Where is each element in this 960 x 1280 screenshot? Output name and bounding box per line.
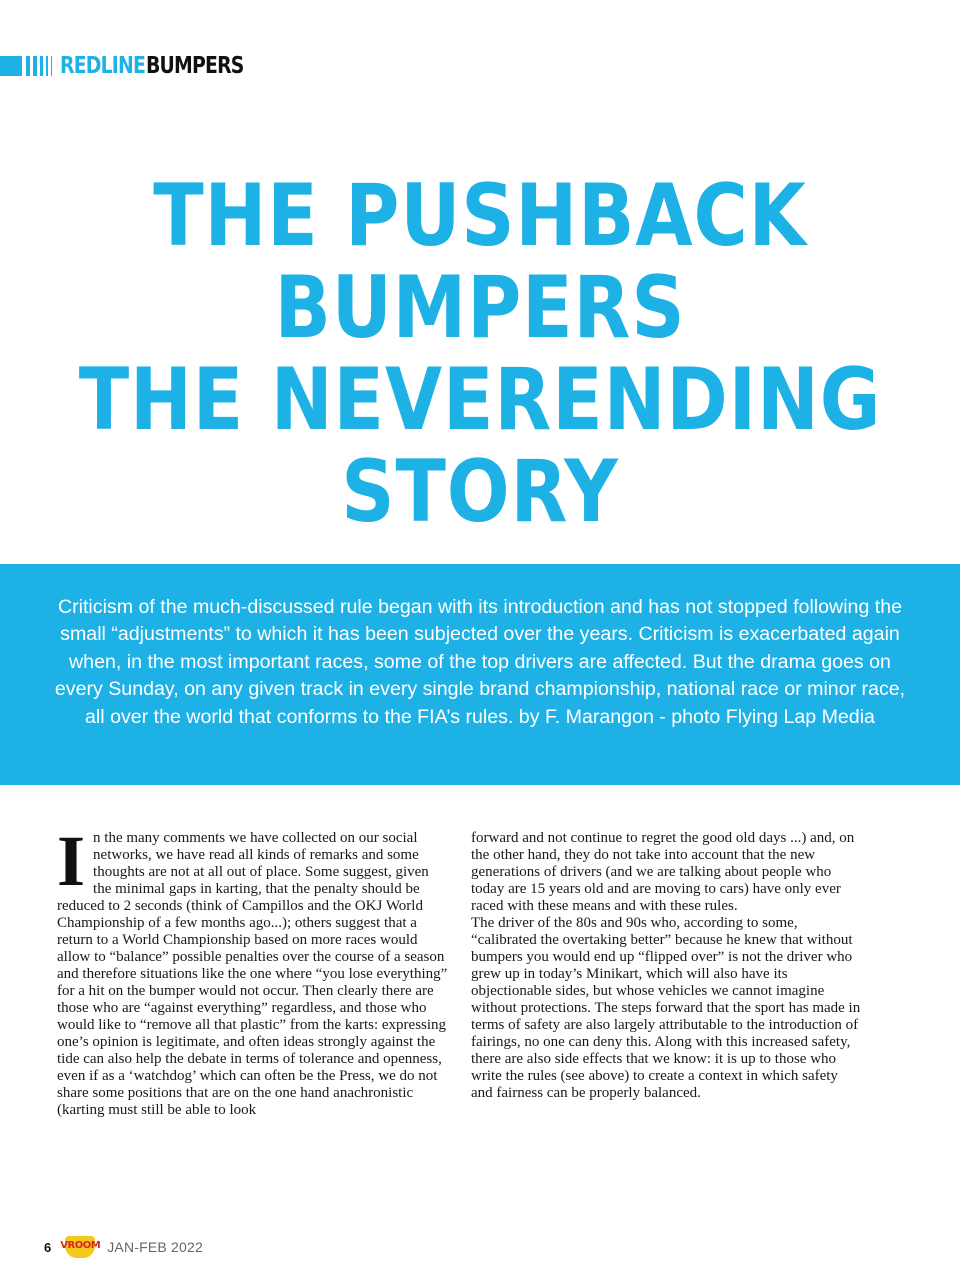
title-line-1: THE PUSHBACK bbox=[153, 166, 807, 266]
logo-text: VROOM bbox=[60, 1240, 101, 1251]
column-right bbox=[471, 830, 863, 1119]
title-line-4: STORY bbox=[341, 442, 619, 542]
column-left bbox=[57, 821, 449, 1119]
body-paragraph-1: n the many comments we have collected on our social networks, we have read all kinds of remarks and some thoughts are not at all out of place. Some suggest, given the minimal gaps in karting, that the penalty should be reduced to 2 seconds (think of Campillos and the OKJ World Championship of a few months ago...); others suggest that a return to a World Championship based on more races would allow to “balance” possible penalties over the course of a season and therefore situations like the one where “you lose everything” for a hit on the bumper would not occur. Then clearly there are those who are “against everything” regardless, and those who would like to “remove all that plastic” from the karts: expressing one’s opinion is legitimate, and often ideas strongly against the tide can also help the debate in terms of tolerance and openness, even if as a ‘watchdog’ which can often be the Press, we do not share some positions that are on the one hand anachronistic (karting must still be able to look bbox=[57, 830, 448, 1118]
section-color-block bbox=[0, 56, 22, 76]
section-header bbox=[0, 52, 265, 80]
issue-date: JAN-FEB 2022 bbox=[107, 1239, 204, 1255]
title-line-2: BUMPERS bbox=[274, 258, 686, 358]
lead-paragraph: Criticism of the much-discussed rule began with its introduction and has not stopped following the small “adjustments” to which it has been subjected over the years. Criticism is exacerbated again when, in the most important races, some of the top drivers are affected. But the drama goes on every Sunday, on any given track in every single brand championship, national race or minor race, all over the world that conforms to the FIA’s rules. by F. Marangon - photo Flying Lap Media bbox=[54, 596, 906, 728]
section-subcategory: BUMPERS bbox=[145, 53, 244, 79]
page-number: 6 bbox=[44, 1239, 52, 1255]
lead-band bbox=[0, 564, 960, 785]
article-body bbox=[57, 821, 863, 1119]
body-paragraph-2: forward and not continue to regret the good old days ...) and, on the other hand, they do not take into account that the new generations of drivers (and we are talking about people who today are 15 years old and are moving to cars) have only ever raced with these means and with these rules. bbox=[471, 830, 855, 914]
article-title bbox=[0, 166, 960, 542]
drop-cap: I bbox=[57, 821, 86, 901]
section-stripes bbox=[26, 56, 55, 76]
section-category: REDLINE bbox=[60, 53, 146, 79]
page-footer bbox=[44, 1236, 203, 1258]
title-line-3: THE NEVERENDING bbox=[78, 350, 882, 450]
body-paragraph-3: The driver of the 80s and 90s who, according to some, “calibrated the overtaking better” because he knew that without bumpers you would end up “flipped over” is not the driver who grew up in today’s Minikart, which will also have its objectionable sides, but whose vehicles we cannot imagine without protections. The steps forward that the sport has made in terms of safety are also largely attributable to the introduction of fairings, no one can deny this. Along with this increased safety, there are also side effects that we know: it is up to those who write the rules (see above) to create a context in which safety and fairness can be properly balanced. bbox=[471, 915, 861, 1101]
magazine-logo bbox=[57, 1236, 103, 1258]
